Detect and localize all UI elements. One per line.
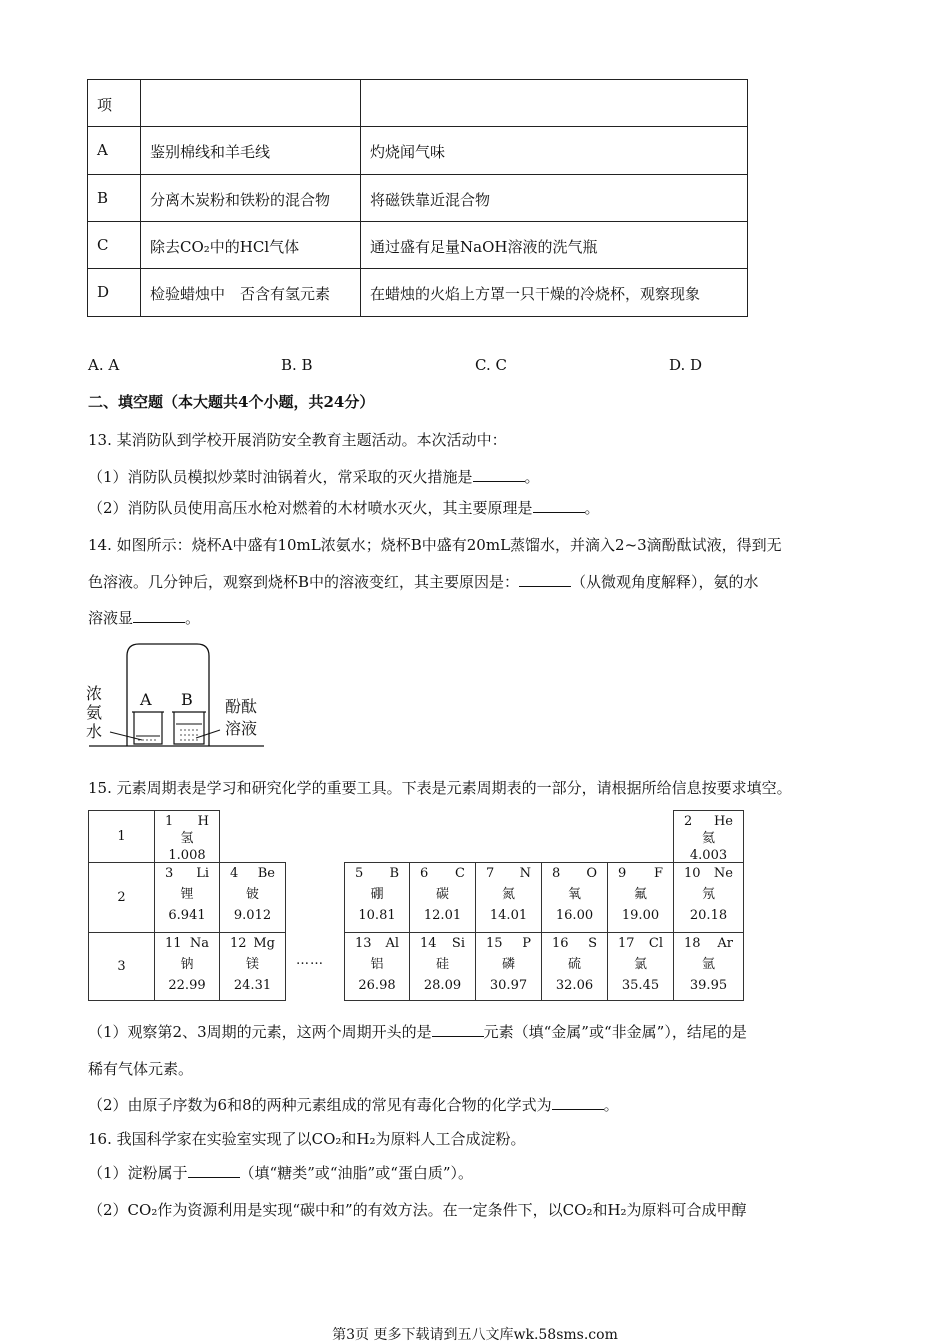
table-cell [140,79,361,127]
element-symbol: Si [451,936,465,951]
element-cell [409,862,476,933]
cell-text: B [97,188,109,207]
answer-blank[interactable] [473,480,525,482]
atomic-mass: 19.00 [621,908,660,923]
element-name: 硫 [567,957,581,972]
q15-stem: 15. 元素周期表是学习和研究化学的重要工具。下表是元素周期表的一部分，请根据所给信息按要求填空。 [88,779,792,797]
atomic-number: 3 [165,866,174,881]
element-symbol: Ne [713,866,733,881]
answer-blank[interactable] [188,1176,240,1178]
atomic-mass: 30.97 [489,978,528,993]
atomic-number: 5 [355,866,364,881]
element-cell [673,862,744,933]
table-cell [140,221,361,269]
atomic-number: 10 [684,866,701,881]
atomic-mass: 9.012 [233,908,272,923]
table-cell [360,126,748,175]
cell-text: 在蜡烛的火焰上方罩一只干燥的冷烧杯，观察现象 [370,285,701,303]
element-symbol: He [713,814,733,829]
element-cell [607,862,674,933]
atomic-number: 4 [230,866,239,881]
answer-blank[interactable] [552,1108,604,1110]
q15-part1-cont: 稀有气体元素。 [88,1060,194,1078]
table-cell [87,221,141,269]
q14-line3: 溶液显 。 [88,609,201,627]
table-cell [140,174,361,222]
cell-text: A [97,141,108,159]
atomic-mass: 12.01 [423,908,462,923]
period-label: 1 [88,810,155,863]
atomic-number: 2 [684,814,693,829]
element-symbol: Mg [253,936,275,951]
element-cell [541,862,608,933]
element-name: 氮 [501,887,515,902]
atomic-number: 18 [684,936,701,951]
q13-stem: 13. 某消防队到学校开展消防安全教育主题活动。本次活动中： [88,431,507,449]
element-symbol: H [197,814,209,829]
atomic-mass: 6.941 [168,908,206,923]
choice-b: B. B [281,356,313,374]
element-name: 氯 [633,957,647,972]
q16-stem: 16. 我国科学家在实验室实现了以CO₂和H₂为原料人工合成淀粉。 [88,1130,526,1148]
element-cell [475,932,542,1001]
choice-d: D. D [669,356,703,374]
answer-blank[interactable] [533,511,585,513]
element-cell [673,810,744,863]
q16-part2: （2）CO₂作为资源利用是实现“碳中和”的有效方法。在一定条件下，以CO₂和H₂为原料可合成甲醇 [88,1201,747,1219]
footer-text: 第3页 更多下载请到五八文库wk.58sms.com [332,1327,618,1343]
element-cell [673,932,744,1001]
element-cell [607,932,674,1001]
element-cell [344,932,410,1001]
cell-text: 检验蜡烛中 否含有氢元素 [150,285,331,303]
q15-part1: （1）观察第2、3周期的元素，这两个周期开头的是 元素（填“金属”或“非金属”），结尾的是 [88,1023,747,1041]
element-symbol: Be [257,866,275,881]
label-phenolphthalein: 酚酞 [225,697,258,716]
atomic-mass: 22.99 [168,978,206,993]
beaker-figure [84,640,274,750]
atomic-mass: 4.003 [689,848,728,863]
table-cell [360,221,748,269]
element-cell [154,862,220,933]
ellipsis: …… [296,953,324,968]
element-symbol: B [389,866,399,881]
table-cell [140,268,361,317]
atomic-number: 14 [420,936,437,951]
element-symbol: Cl [648,936,663,951]
q14-line1: 14. 如图所示：烧杯A中盛有10mL浓氨水；烧杯B中盛有20mL蒸馏水，并滴入2~3滴酚酞试液，得到无 [88,536,782,554]
atomic-number: 9 [618,866,627,881]
element-cell [154,932,220,1001]
element-symbol: Li [196,866,209,881]
element-name: 碳 [435,887,449,902]
atomic-mass: 20.18 [689,908,728,923]
element-name: 氧 [567,887,581,902]
element-name: 铝 [370,957,384,972]
period-label: 3 [88,932,155,1001]
element-name: 硅 [435,957,449,972]
answer-blank[interactable] [432,1035,484,1037]
element-cell [219,862,286,933]
element-cell [409,932,476,1001]
atomic-mass: 26.98 [358,978,396,993]
atomic-mass: 28.09 [423,978,462,993]
atomic-mass: 39.95 [689,978,728,993]
cell-text: D [97,283,110,301]
element-name: 氟 [633,887,647,902]
cell-text: 将磁铁靠近混合物 [370,190,491,209]
element-symbol: Al [385,936,399,951]
atomic-number: 16 [552,936,569,951]
element-symbol: Na [189,936,209,951]
table-cell [87,126,141,175]
q13-part1: （1）消防队员模拟炒菜时油锅着火，常采取的灭火措施是 。 [88,468,540,486]
element-symbol: C [455,866,465,881]
element-symbol: P [522,936,531,951]
atomic-number: 12 [230,936,247,951]
label-ammonia: 浓氨水 [86,684,103,741]
atomic-mass: 1.008 [168,848,206,863]
q16-part1: （1）淀粉属于 （填“糖类”或“油脂”或“蛋白质”）。 [88,1164,474,1182]
element-name: 铍 [245,887,259,902]
atomic-number: 13 [355,936,372,951]
atomic-mass: 35.45 [621,978,660,993]
period-label: 2 [88,862,155,933]
table-cell [140,126,361,175]
element-symbol: N [519,866,531,881]
q14-line2: 色溶液。几分钟后，观察到烧杯B中的溶液变红，其主要原因是： （从微观角度解释），氨的水 [88,573,759,591]
label-beaker-a: A [140,690,152,709]
element-cell [475,862,542,933]
element-cell [344,862,410,933]
atomic-number: 8 [552,866,561,881]
cell-text: 通过盛有足量NaOH溶液的洗气瓶 [370,237,598,256]
atomic-number: 7 [486,866,495,881]
q13-part2: （2）消防队员使用高压水枪对燃着的木材喷水灭火，其主要原理是 。 [88,499,600,517]
element-name: 镁 [245,957,259,972]
answer-blank[interactable] [519,585,571,587]
atomic-mass: 32.06 [555,978,594,993]
page-footer [0,1324,950,1344]
element-cell [154,810,220,863]
table-cell [87,79,141,127]
element-name: 磷 [501,957,515,972]
atomic-number: 1 [165,814,174,829]
element-name: 硼 [370,887,384,902]
atomic-number: 6 [420,866,429,881]
choice-a: A. A [88,356,120,374]
cell-text: 鉴别棉线和羊毛线 [150,143,271,161]
element-symbol: F [653,866,663,881]
table-cell [87,174,141,222]
element-name: 氩 [701,957,715,972]
element-name: 钠 [180,957,194,972]
table-cell [87,268,141,317]
atomic-mass: 24.31 [233,978,272,993]
element-symbol: Ar [717,936,733,951]
table-cell [360,268,748,317]
cell-text: 灼烧闻气味 [370,143,446,161]
atomic-number: 15 [486,936,503,951]
answer-blank[interactable] [133,621,185,623]
label-beaker-b: B [181,690,193,709]
q15-part2: （2）由原子序数为6和8的两种元素组成的常见有毒化合物的化学式为 。 [88,1096,619,1114]
element-symbol: O [586,866,597,881]
header-label: 项 [97,95,113,114]
table-cell [360,79,748,127]
choice-c: C. C [475,356,507,374]
atomic-number: 17 [618,936,635,951]
section-heading: 二、填空题（本大题共4个小题，共24分） [88,393,375,411]
element-name: 氢 [180,831,194,846]
element-name: 氦 [701,831,715,846]
cell-text: 分离木炭粉和铁粉的混合物 [150,190,331,209]
cell-text: C [97,235,109,254]
element-symbol: S [588,936,597,951]
element-name: 氖 [701,887,715,902]
element-name: 锂 [180,887,194,902]
element-cell [219,932,286,1001]
atomic-mass: 10.81 [358,908,396,923]
cell-text: 除去CO₂中的HCl气体 [150,237,300,256]
atomic-mass: 16.00 [555,908,594,923]
table-cell [360,174,748,222]
label-solution: 溶液 [225,719,258,738]
element-cell [541,932,608,1001]
atomic-mass: 14.01 [489,908,528,923]
atomic-number: 11 [165,936,182,951]
